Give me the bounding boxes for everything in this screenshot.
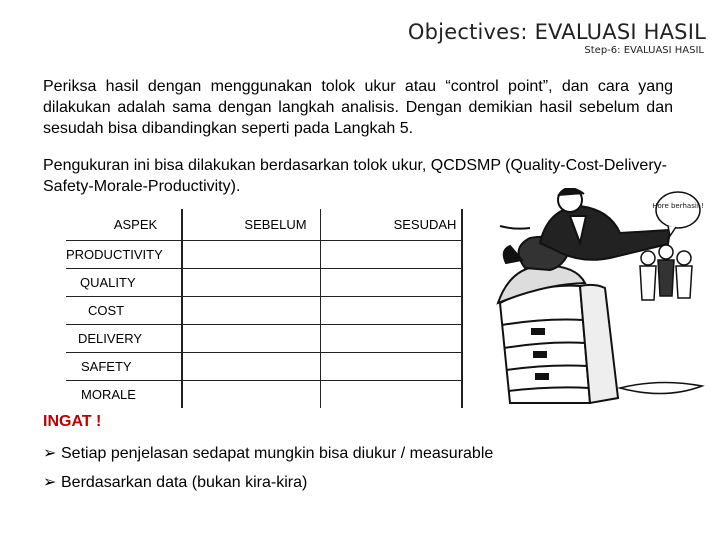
table-row xyxy=(66,353,462,381)
sesudah-cell xyxy=(321,353,463,381)
aspek-cell: COST xyxy=(66,297,182,325)
table-header-row xyxy=(66,209,462,241)
arrow-right-icon: ➢ xyxy=(43,474,57,491)
sesudah-cell xyxy=(321,241,463,269)
aspek-cell: PRODUCTIVITY xyxy=(66,241,182,269)
intro-paragraph: Periksa hasil dengan menggunakan tolok ukur atau “control point”, dan cara yang dilakukan adalah sama dengan langkah analisis. Dengan demikian hasil sebelum dan sesudah bisa dibandingkan seperti pada Langkah 5. xyxy=(43,78,673,137)
header-aspek: ASPEK xyxy=(66,209,182,241)
table-row xyxy=(66,381,462,409)
qcdsmp-paragraph: Pengukuran ini bisa dilakukan berdasarkan tolok ukur, QCDSMP (Quality-Cost-Delivery-Safety-Morale-Productivity). xyxy=(43,157,667,195)
header-sebelum: SEBELUM xyxy=(182,209,321,241)
aspek-cell: SAFETY xyxy=(66,353,182,381)
aspek-cell: MORALE xyxy=(66,381,182,409)
sesudah-cell xyxy=(321,269,463,297)
table-row xyxy=(66,297,462,325)
bullet-item xyxy=(43,443,493,463)
vaulting-box-illustration xyxy=(498,266,618,403)
table-row xyxy=(66,241,462,269)
speech-bubble xyxy=(652,192,704,236)
vaulting-box-cartoon xyxy=(470,188,710,413)
onlooker-figures-illustration xyxy=(640,245,692,300)
sesudah-cell xyxy=(321,297,463,325)
sesudah-cell xyxy=(321,381,463,409)
sebelum-cell xyxy=(182,353,321,381)
sebelum-cell xyxy=(182,325,321,353)
ingat-heading: INGAT ! xyxy=(43,413,102,430)
sesudah-cell xyxy=(321,325,463,353)
speech-bubble-text: Hore berhasil ! xyxy=(652,202,704,210)
bullet-item xyxy=(43,472,307,492)
sebelum-cell xyxy=(182,297,321,325)
bullet-text: Setiap penjelasan sedapat mungkin bisa diukur / measurable xyxy=(61,445,494,462)
slide-subtitle: Step-6: EVALUASI HASIL xyxy=(584,45,704,56)
header-sesudah: SESUDAH xyxy=(321,209,463,241)
evaluation-table xyxy=(66,209,463,408)
landing-mat-illustration xyxy=(620,382,702,393)
aspek-cell: QUALITY xyxy=(66,269,182,297)
aspek-cell: DELIVERY xyxy=(66,325,182,353)
table-row xyxy=(66,269,462,297)
sebelum-cell xyxy=(182,269,321,297)
table-row xyxy=(66,325,462,353)
sebelum-cell xyxy=(182,241,321,269)
sebelum-cell xyxy=(182,381,321,409)
arrow-right-icon: ➢ xyxy=(43,445,57,462)
bullet-text: Berdasarkan data (bukan kira-kira) xyxy=(61,474,308,491)
slide-title: Objectives: EVALUASI HASIL xyxy=(407,20,706,44)
